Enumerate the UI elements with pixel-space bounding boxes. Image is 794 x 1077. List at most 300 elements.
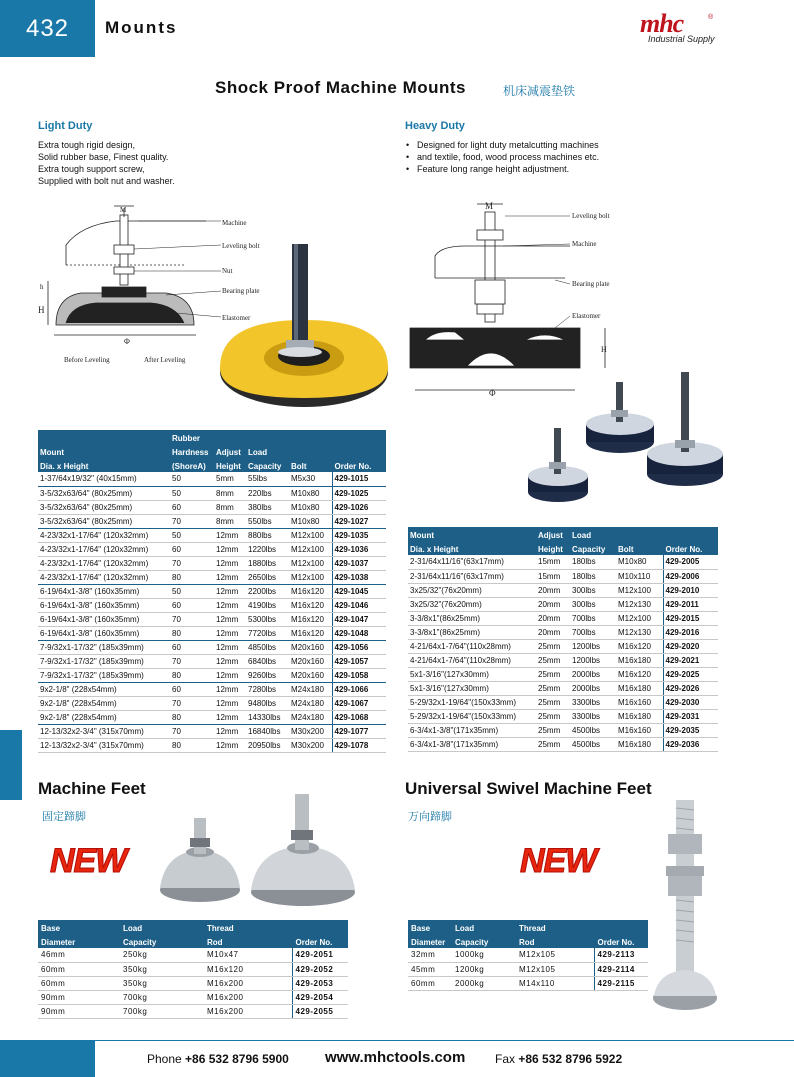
header-cell — [246, 430, 289, 444]
table-cell: 70 — [170, 696, 214, 710]
footer-phone-label: Phone — [147, 1052, 182, 1066]
table-cell: M16x160 — [616, 695, 663, 709]
header-cell — [663, 527, 718, 541]
table-row — [408, 583, 718, 597]
order-number-cell: 429-1058 — [332, 668, 386, 682]
header-cell: Hardness — [170, 444, 214, 458]
table-cell: M10x80 — [616, 555, 663, 569]
order-number-cell: 429-2005 — [663, 555, 718, 569]
header-cell — [289, 430, 332, 444]
table-cell: 3-3/8x1"(86x25mm) — [408, 611, 536, 625]
footer-fax — [495, 1052, 622, 1066]
table-row — [38, 682, 386, 696]
table-cell: M16x120 — [289, 612, 332, 626]
table-row — [38, 710, 386, 724]
table-cell: M10x110 — [616, 569, 663, 583]
header-cell: Base — [38, 920, 120, 934]
table-row — [408, 976, 648, 990]
order-number-cell: 429-2020 — [663, 639, 718, 653]
table-row — [38, 962, 348, 976]
table-cell: 6-3/4x1-3/8"(171x35mm) — [408, 723, 536, 737]
table-cell: 1200kg — [452, 962, 516, 976]
table-header-row — [408, 920, 648, 934]
table-cell: M12x100 — [616, 583, 663, 597]
header-cell — [289, 444, 332, 458]
table-cell: 6-19/64x1-3/8" (160x35mm) — [38, 584, 170, 598]
logo-subtitle: Industrial Supply — [648, 34, 715, 44]
table-row — [38, 724, 386, 738]
order-number-cell: 429-2055 — [292, 1004, 348, 1018]
table-cell: M16x180 — [616, 709, 663, 723]
table-row — [38, 1004, 348, 1018]
table-cell: M12x130 — [616, 625, 663, 639]
order-number-cell: 429-1077 — [332, 724, 386, 738]
heavy-diagram-label-leveling-bolt: Leveling bolt — [572, 212, 610, 220]
heavy-duty-bullets — [405, 139, 599, 175]
table-row — [408, 639, 718, 653]
table-cell: 3-5/32x63/64" (80x25mm) — [38, 486, 170, 500]
footer-fax-label: Fax — [495, 1052, 516, 1066]
table-cell: 45mm — [408, 962, 452, 976]
table-cell: 1880lbs — [246, 556, 289, 570]
order-number-cell: 429-2035 — [663, 723, 718, 737]
header-cell — [332, 430, 386, 444]
table-row — [408, 555, 718, 569]
order-number-cell: 429-1025 — [332, 486, 386, 500]
diagram-label-h-small: h — [40, 283, 44, 291]
order-number-cell: 429-1035 — [332, 528, 386, 542]
header-cell: Bolt — [289, 458, 332, 472]
heavy-duty-spec-table — [408, 527, 718, 752]
light-duty-table-body — [38, 472, 386, 752]
table-row — [408, 709, 718, 723]
machine-feet-table — [38, 920, 348, 1019]
table-cell: 12mm — [214, 640, 246, 654]
heavy-duty-bullet: • Feature long range height adjustment. — [405, 163, 599, 175]
table-cell: 25mm — [536, 737, 570, 751]
order-number-cell: 429-2036 — [663, 737, 718, 751]
table-cell: 60mm — [408, 976, 452, 990]
order-number-cell: 429-2113 — [594, 948, 648, 962]
table-row — [38, 584, 386, 598]
table-cell: 4850lbs — [246, 640, 289, 654]
table-cell: 70 — [170, 612, 214, 626]
table-cell: 60 — [170, 682, 214, 696]
order-number-cell: 429-2006 — [663, 569, 718, 583]
table-cell: M16x120 — [204, 962, 292, 976]
diagram-label-after-leveling: After Leveling — [144, 356, 186, 364]
table-cell: 80 — [170, 626, 214, 640]
table-cell: 700lbs — [570, 611, 616, 625]
table-cell: 180lbs — [570, 569, 616, 583]
table-cell: M10x80 — [289, 500, 332, 514]
heavy-duty-heading: Heavy Duty — [405, 120, 465, 132]
diagram-label-elastomer: Elastomer — [222, 314, 251, 322]
table-cell: 7280lbs — [246, 682, 289, 696]
table-cell: M16x120 — [616, 667, 663, 681]
table-cell: 60mm — [38, 962, 120, 976]
table-cell: M12x100 — [289, 528, 332, 542]
table-row — [38, 612, 386, 626]
table-cell: 25mm — [536, 653, 570, 667]
table-cell: 700kg — [120, 990, 204, 1004]
table-cell: M16x160 — [616, 723, 663, 737]
light-duty-mount-photo — [218, 240, 393, 410]
table-cell: 12mm — [214, 738, 246, 752]
table-cell: 6-19/64x1-3/8" (160x35mm) — [38, 612, 170, 626]
header-cell — [594, 920, 648, 934]
table-cell: 6-19/64x1-3/8" (160x35mm) — [38, 598, 170, 612]
company-logo — [640, 9, 720, 46]
table-cell: 1000kg — [452, 948, 516, 962]
table-cell: 12mm — [214, 724, 246, 738]
header-cell: Height — [536, 541, 570, 555]
table-cell: 12mm — [214, 668, 246, 682]
table-cell: 9x2-1/8" (228x54mm) — [38, 682, 170, 696]
table-row — [408, 653, 718, 667]
light-duty-line: Extra tough rigid design, — [38, 140, 136, 150]
table-cell: 12mm — [214, 528, 246, 542]
heavy-diagram-label-phi: Φ — [489, 388, 496, 398]
table-header-row — [38, 934, 348, 948]
table-cell: 25mm — [536, 681, 570, 695]
order-number-cell: 429-1067 — [332, 696, 386, 710]
table-header-row — [38, 430, 386, 444]
order-number-cell: 429-1045 — [332, 584, 386, 598]
machine-feet-table-body — [38, 948, 348, 1018]
table-header-row — [408, 541, 718, 555]
table-cell: 4500lbs — [570, 723, 616, 737]
table-header-row — [408, 527, 718, 541]
order-number-cell: 429-2030 — [663, 695, 718, 709]
order-number-cell: 429-2054 — [292, 990, 348, 1004]
table-cell: 220lbs — [246, 486, 289, 500]
table-cell: 80 — [170, 570, 214, 584]
table-cell: 70 — [170, 654, 214, 668]
table-cell: 5300lbs — [246, 612, 289, 626]
table-cell: M16x180 — [616, 681, 663, 695]
heavy-diagram-label-h: H — [601, 345, 607, 354]
table-cell: 7-9/32x1-17/32" (185x39mm) — [38, 668, 170, 682]
table-row — [38, 626, 386, 640]
order-number-cell: 429-2053 — [292, 976, 348, 990]
heavy-duty-bullet-text: and textile, food, wood process machines etc. — [417, 152, 600, 162]
table-cell: M12x130 — [616, 597, 663, 611]
table-cell: 25mm — [536, 639, 570, 653]
footer — [95, 1041, 794, 1077]
swivel-feet-chinese: 万向蹄脚 — [408, 811, 452, 823]
order-number-cell: 429-1048 — [332, 626, 386, 640]
table-cell: 12mm — [214, 556, 246, 570]
table-row — [38, 542, 386, 556]
table-row — [38, 500, 386, 514]
swivel-feet-new-badge: NEW — [520, 842, 597, 880]
table-cell: 12mm — [214, 710, 246, 724]
table-row — [408, 625, 718, 639]
machine-feet-chinese: 固定蹄脚 — [42, 811, 86, 823]
header-cell — [292, 920, 348, 934]
swivel-feet-photo — [650, 800, 720, 1020]
table-row — [38, 948, 348, 962]
table-row — [38, 696, 386, 710]
table-cell: M20x160 — [289, 668, 332, 682]
table-cell: M12x105 — [516, 962, 594, 976]
table-cell: 55lbs — [246, 472, 289, 486]
table-row — [38, 570, 386, 584]
diagram-label-machine: Machine — [222, 219, 247, 227]
light-duty-spec-table — [38, 430, 386, 753]
order-number-cell: 429-1026 — [332, 500, 386, 514]
table-cell: 300lbs — [570, 583, 616, 597]
diagram-label-nut: Nut — [222, 267, 233, 275]
header-cell: Bolt — [616, 541, 663, 555]
header-cell: Mount — [408, 527, 536, 541]
table-cell: 1-37/64x19/32" (40x15mm) — [38, 472, 170, 486]
table-cell: 3x25/32"(76x20mm) — [408, 583, 536, 597]
header-cell: Order No. — [594, 934, 648, 948]
table-cell: 4-21/64x1-7/64"(110x28mm) — [408, 653, 536, 667]
table-cell: 4-23/32x1-17/64" (120x32mm) — [38, 542, 170, 556]
table-cell: 8mm — [214, 486, 246, 500]
table-cell: 4-23/32x1-17/64" (120x32mm) — [38, 556, 170, 570]
light-duty-line: Extra tough support screw, — [38, 164, 145, 174]
table-cell: M30x200 — [289, 724, 332, 738]
header-cell — [214, 430, 246, 444]
table-cell: M16x180 — [616, 737, 663, 751]
table-cell: 20mm — [536, 625, 570, 639]
table-cell: M16x120 — [289, 598, 332, 612]
logo-mark: mhc — [640, 9, 684, 38]
table-cell: 8mm — [214, 500, 246, 514]
table-row — [38, 976, 348, 990]
swivel-feet-table — [408, 920, 648, 991]
header-cell: Diameter — [408, 934, 452, 948]
table-cell: 7-9/32x1-17/32" (185x39mm) — [38, 640, 170, 654]
header-cell: Rubber — [170, 430, 214, 444]
order-number-cell: 429-1027 — [332, 514, 386, 528]
table-cell: 3x25/32"(76x20mm) — [408, 597, 536, 611]
table-cell: 80 — [170, 738, 214, 752]
table-cell: 4190lbs — [246, 598, 289, 612]
footer-website-link[interactable]: www.mhctools.com — [325, 1049, 466, 1066]
footer-phone-number: +86 532 8796 5900 — [185, 1052, 289, 1066]
table-cell: 7-9/32x1-17/32" (185x39mm) — [38, 654, 170, 668]
order-number-cell: 429-1066 — [332, 682, 386, 696]
table-cell: 20mm — [536, 611, 570, 625]
table-cell: 2000lbs — [570, 681, 616, 695]
table-cell: M16x200 — [204, 976, 292, 990]
order-number-cell: 429-2031 — [663, 709, 718, 723]
diagram-label-leveling-bolt: Leveling bolt — [222, 242, 260, 250]
table-cell: 5mm — [214, 472, 246, 486]
order-number-cell: 429-1037 — [332, 556, 386, 570]
table-header-row — [38, 444, 386, 458]
table-cell: M24x180 — [289, 696, 332, 710]
table-cell: 25mm — [536, 709, 570, 723]
header-cell: Load — [120, 920, 204, 934]
table-cell: 15mm — [536, 555, 570, 569]
order-number-cell: 429-2016 — [663, 625, 718, 639]
table-cell: 90mm — [38, 990, 120, 1004]
table-cell: 3-3/8x1"(86x25mm) — [408, 625, 536, 639]
table-row — [38, 668, 386, 682]
table-row — [408, 597, 718, 611]
table-cell: 8mm — [214, 514, 246, 528]
table-cell: 350kg — [120, 976, 204, 990]
machine-feet-heading: Machine Feet — [38, 779, 146, 798]
table-cell: 25mm — [536, 695, 570, 709]
table-cell: 380lbs — [246, 500, 289, 514]
table-header-row — [38, 920, 348, 934]
table-cell: 1200lbs — [570, 639, 616, 653]
header-cell: Order No. — [332, 458, 386, 472]
table-cell: 20950lbs — [246, 738, 289, 752]
table-cell: 700kg — [120, 1004, 204, 1018]
table-row — [408, 948, 648, 962]
heavy-diagram-label-elastomer: Elastomer — [572, 312, 601, 320]
swivel-feet-heading: Universal Swivel Machine Feet — [405, 779, 652, 798]
table-cell: 80 — [170, 668, 214, 682]
heavy-diagram-label-bearing-plate: Bearing plate — [572, 280, 610, 288]
table-cell: 6-19/64x1-3/8" (160x35mm) — [38, 626, 170, 640]
header-cell: Rod — [516, 934, 594, 948]
order-number-cell: 429-2015 — [663, 611, 718, 625]
table-cell: 550lbs — [246, 514, 289, 528]
header-cell: (ShoreA) — [170, 458, 214, 472]
table-cell: 12-13/32x2-3/4" (315x70mm) — [38, 724, 170, 738]
table-cell: 7720lbs — [246, 626, 289, 640]
table-row — [38, 486, 386, 500]
table-cell: 4-23/32x1-17/64" (120x32mm) — [38, 570, 170, 584]
table-cell: 70 — [170, 724, 214, 738]
table-cell: M16x200 — [204, 990, 292, 1004]
header-cell: Thread — [204, 920, 292, 934]
table-cell: 2-31/64x11/16"(63x17mm) — [408, 569, 536, 583]
order-number-cell: 429-2051 — [292, 948, 348, 962]
table-cell: 50 — [170, 528, 214, 542]
table-cell: M10x80 — [289, 486, 332, 500]
order-number-cell: 429-2011 — [663, 597, 718, 611]
table-cell: M12x100 — [616, 611, 663, 625]
order-number-cell: 429-1015 — [332, 472, 386, 486]
table-cell: 880lbs — [246, 528, 289, 542]
table-cell: 9260lbs — [246, 668, 289, 682]
table-cell: 60 — [170, 640, 214, 654]
table-cell: 4-23/32x1-17/64" (120x32mm) — [38, 528, 170, 542]
table-row — [38, 598, 386, 612]
diagram-label-before-leveling: Before Leveling — [64, 356, 110, 364]
heavy-diagram-label-machine: Machine — [572, 240, 597, 248]
order-number-cell: 429-1038 — [332, 570, 386, 584]
order-number-cell: 429-2021 — [663, 653, 718, 667]
table-cell: 5-29/32x1-19/64"(150x33mm) — [408, 695, 536, 709]
table-cell: M20x160 — [289, 640, 332, 654]
table-cell: 50 — [170, 584, 214, 598]
table-cell: 2000lbs — [570, 667, 616, 681]
table-cell: 20mm — [536, 597, 570, 611]
table-cell: 12mm — [214, 654, 246, 668]
page-number: 432 — [0, 0, 95, 57]
table-cell: 90mm — [38, 1004, 120, 1018]
table-cell: 9x2-1/8" (228x54mm) — [38, 710, 170, 724]
table-row — [38, 654, 386, 668]
table-cell: 2-31/64x11/16"(63x17mm) — [408, 555, 536, 569]
table-row — [38, 738, 386, 752]
heavy-duty-bullet: • Designed for light duty metalcutting machines — [405, 139, 599, 151]
header-cell — [38, 430, 170, 444]
table-cell: 6-3/4x1-3/8"(171x35mm) — [408, 737, 536, 751]
header-cell: Capacity — [452, 934, 516, 948]
table-cell: 5-29/32x1-19/64"(150x33mm) — [408, 709, 536, 723]
heavy-diagram-label-m: M — [485, 201, 494, 211]
table-row — [38, 640, 386, 654]
diagram-label-m: M — [120, 206, 127, 214]
table-cell: 9480lbs — [246, 696, 289, 710]
page-title: Shock Proof Machine Mounts — [215, 78, 467, 97]
table-cell: 15mm — [536, 569, 570, 583]
header-cell: Rod — [204, 934, 292, 948]
table-cell: 16840lbs — [246, 724, 289, 738]
table-cell: 12mm — [214, 696, 246, 710]
swivel-feet-table-body — [408, 948, 648, 990]
table-cell: 9x2-1/8" (228x54mm) — [38, 696, 170, 710]
logo-registered-mark: ® — [708, 14, 714, 21]
header-cell: Base — [408, 920, 452, 934]
table-cell: 3-5/32x63/64" (80x25mm) — [38, 500, 170, 514]
order-number-cell: 429-2115 — [594, 976, 648, 990]
table-cell: 700lbs — [570, 625, 616, 639]
table-cell: 60 — [170, 542, 214, 556]
diagram-label-bearing-plate: Bearing plate — [222, 287, 260, 295]
diagram-label-phi: Φ — [124, 337, 130, 346]
page-title-chinese: 机床减震垫铁 — [503, 84, 576, 98]
section-title: Mounts — [105, 18, 178, 37]
table-cell: M16x200 — [204, 1004, 292, 1018]
table-cell: 12mm — [214, 542, 246, 556]
light-duty-line: Solid rubber base, Finest quality. — [38, 152, 169, 162]
header-cell: Adjust — [214, 444, 246, 458]
header-cell: Load — [570, 527, 616, 541]
table-cell: 70 — [170, 514, 214, 528]
table-row — [408, 737, 718, 751]
table-cell: 1200lbs — [570, 653, 616, 667]
header-cell: Load — [246, 444, 289, 458]
table-cell: 60 — [170, 598, 214, 612]
order-number-cell: 429-1056 — [332, 640, 386, 654]
table-row — [408, 681, 718, 695]
table-cell: 12mm — [214, 612, 246, 626]
table-row — [38, 556, 386, 570]
table-cell: M16x180 — [616, 653, 663, 667]
table-cell: M16x120 — [616, 639, 663, 653]
table-cell: 12mm — [214, 682, 246, 696]
table-cell: M20x160 — [289, 654, 332, 668]
table-cell: M16x120 — [289, 626, 332, 640]
footer-fax-number: +86 532 8796 5922 — [518, 1052, 623, 1066]
order-number-cell: 429-2026 — [663, 681, 718, 695]
table-cell: 12-13/32x2-3/4" (315x70mm) — [38, 738, 170, 752]
table-cell: 6840lbs — [246, 654, 289, 668]
table-cell: 14330lbs — [246, 710, 289, 724]
table-cell: 4-21/64x1-7/64"(110x28mm) — [408, 639, 536, 653]
table-cell: 12mm — [214, 570, 246, 584]
table-cell: 20mm — [536, 583, 570, 597]
table-cell: M14x110 — [516, 976, 594, 990]
table-row — [408, 667, 718, 681]
table-cell: 60mm — [38, 976, 120, 990]
table-cell: 12mm — [214, 626, 246, 640]
header-cell: Adjust — [536, 527, 570, 541]
